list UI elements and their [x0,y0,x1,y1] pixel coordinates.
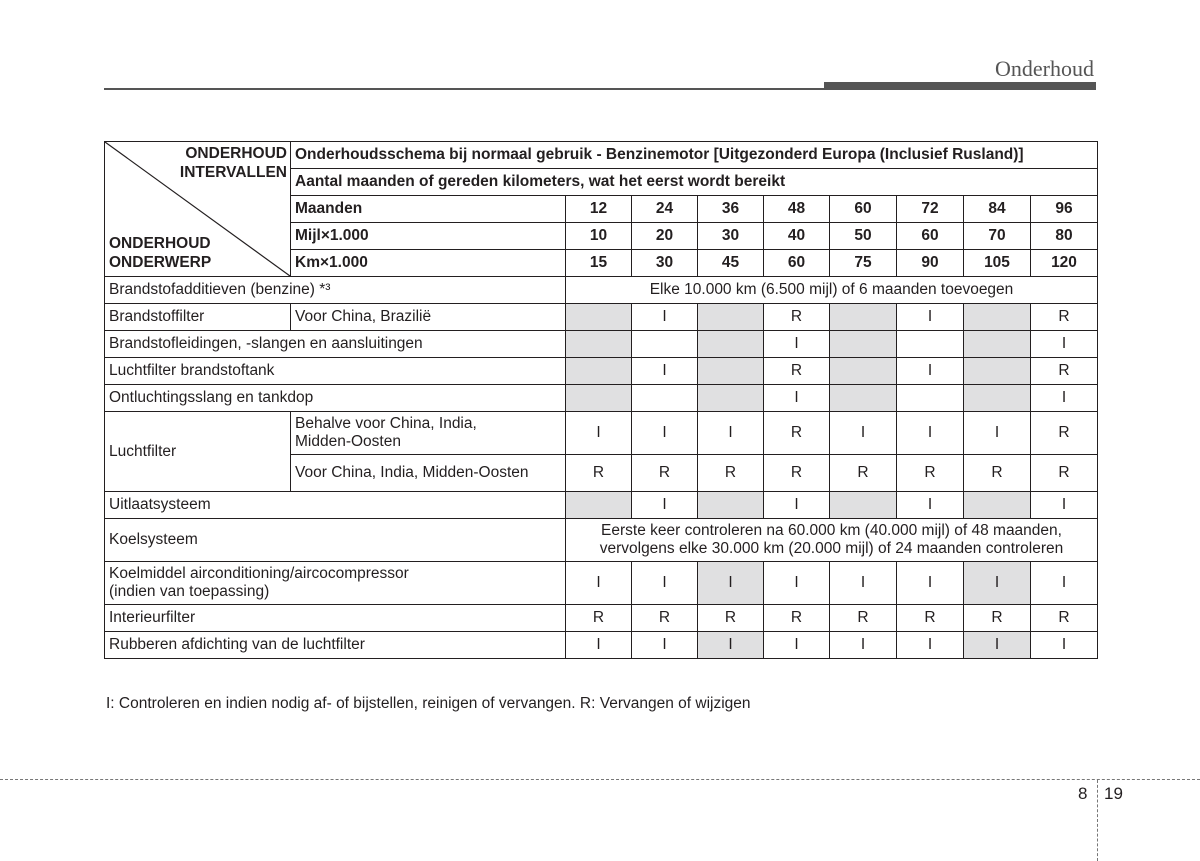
schedule-cell: I [764,385,830,412]
table-title-row [105,142,1098,169]
schedule-cell [632,385,698,412]
schedule-cell: R [764,358,830,385]
item-sublabel: Voor China, Brazilië [291,304,566,331]
schedule-cell [698,358,764,385]
interval-value: 75 [830,250,897,277]
schedule-cell: R [1031,304,1098,331]
schedule-cell [698,331,764,358]
interval-value: 24 [632,196,698,223]
item-label: Koelsysteem [105,519,566,562]
maintenance-schedule-table [104,141,1098,659]
schedule-cell: I [964,412,1031,455]
table-row [105,385,1098,412]
schedule-cell: R [764,455,830,492]
schedule-cell: I [1031,385,1098,412]
schedule-cell [566,492,632,519]
schedule-cell: I [897,304,964,331]
schedule-cell [964,385,1031,412]
schedule-cell: R [830,455,897,492]
item-label: Luchtfilter brandstoftank [105,358,566,385]
interval-value: 48 [764,196,830,223]
schedule-cell: R [897,455,964,492]
item-sublabel: Behalve voor China, India, Midden-Oosten [291,412,566,455]
item-label: Luchtfilter [105,412,291,492]
schedule-cell: I [632,492,698,519]
schedule-cell: R [964,605,1031,632]
header-rule-thick [824,82,1096,90]
interval-value: 60 [897,223,964,250]
schedule-cell [698,492,764,519]
schedule-cell: R [897,605,964,632]
schedule-cell: R [764,412,830,455]
item-label: Rubberen afdichting van de luchtfilter [105,632,566,659]
table-row [105,605,1098,632]
table-row [105,304,1098,331]
schedule-cell: I [964,562,1031,605]
interval-value: 50 [830,223,897,250]
schedule-cell [698,304,764,331]
schedule-cell [632,331,698,358]
item-sublabel: Voor China, India, Midden-Oosten [291,455,566,492]
schedule-cell: R [830,605,897,632]
legend-note: I: Controleren en indien nodig af- of bijstellen, reinigen of vervangen. R: Vervangen of wijzigen [106,695,751,712]
table-row [105,277,1098,304]
schedule-cell: I [1031,492,1098,519]
item-label: Brandstofadditieven (benzine) *³ [105,277,566,304]
schedule-cell: I [566,412,632,455]
table-row [105,632,1098,659]
interval-value: 80 [1031,223,1098,250]
schedule-cell: I [764,331,830,358]
schedule-cell [964,358,1031,385]
schedule-cell [830,492,897,519]
schedule-cell: R [1031,358,1098,385]
schedule-cell: I [764,562,830,605]
schedule-cell: I [698,632,764,659]
table-row [105,519,1098,562]
footer-divider [0,779,1200,780]
interval-value: 60 [764,250,830,277]
schedule-cell [897,331,964,358]
interval-value: 10 [566,223,632,250]
item-label: Brandstoffilter [105,304,291,331]
interval-value: 45 [698,250,764,277]
schedule-cell: I [897,412,964,455]
header-rule-thin [104,88,824,90]
schedule-cell [830,358,897,385]
interval-value: 12 [566,196,632,223]
schedule-cell [964,492,1031,519]
interval-value: 15 [566,250,632,277]
schedule-cell: R [632,455,698,492]
schedule-cell: I [566,562,632,605]
interval-value: 96 [1031,196,1098,223]
schedule-cell [830,331,897,358]
item-note: Eerste keer controleren na 60.000 km (40.000 mijl) of 48 maanden, vervolgens elke 30.000 km (20.000 mijl) of 24 maanden controleren [566,519,1098,562]
interval-value: 72 [897,196,964,223]
corner-header-cell [105,142,291,277]
schedule-cell: I [698,562,764,605]
schedule-cell: R [1031,455,1098,492]
schedule-cell: I [897,562,964,605]
schedule-cell: I [897,358,964,385]
page-number-divider [1097,780,1098,861]
item-label: Uitlaatsysteem [105,492,566,519]
interval-label: Maanden [291,196,566,223]
schedule-cell: R [632,605,698,632]
table-row [105,492,1098,519]
interval-value: 70 [964,223,1031,250]
schedule-cell: R [1031,605,1098,632]
schedule-cell [964,331,1031,358]
schedule-cell: I [897,492,964,519]
schedule-cell: I [964,632,1031,659]
schedule-cell: I [830,562,897,605]
table-row [105,412,1098,455]
schedule-cell: R [566,455,632,492]
schedule-title: Onderhoudsschema bij normaal gebruik - Benzinemotor [Uitgezonderd Europa (Inclusief Rusland)] [291,142,1098,169]
schedule-cell: I [1031,562,1098,605]
schedule-cell: I [632,304,698,331]
item-label: Interieurfilter [105,605,566,632]
interval-value: 40 [764,223,830,250]
schedule-cell: R [698,605,764,632]
interval-value: 20 [632,223,698,250]
table-row [105,358,1098,385]
schedule-cell: I [566,632,632,659]
table-row [105,562,1098,605]
schedule-cell [698,385,764,412]
interval-value: 60 [830,196,897,223]
item-label: Ontluchtingsslang en tankdop [105,385,566,412]
corner-interval-label: ONDERHOUD INTERVALLEN [179,145,287,181]
schedule-cell [830,304,897,331]
interval-value: 84 [964,196,1031,223]
schedule-cell: R [764,304,830,331]
schedule-cell: I [830,632,897,659]
schedule-cell: R [764,605,830,632]
schedule-cell [566,358,632,385]
schedule-cell [830,385,897,412]
interval-value: 30 [698,223,764,250]
interval-value: 30 [632,250,698,277]
table-row [105,331,1098,358]
page-number: 19 [1104,784,1123,803]
item-label: Koelmiddel airconditioning/aircocompressor (indien van toepassing) [105,562,566,605]
schedule-cell [566,385,632,412]
schedule-cell: I [764,492,830,519]
chapter-number: 8 [1078,784,1088,803]
schedule-cell: I [632,412,698,455]
interval-label: Km×1.000 [291,250,566,277]
schedule-cell: I [632,562,698,605]
schedule-cell [566,331,632,358]
schedule-cell: R [566,605,632,632]
interval-value: 105 [964,250,1031,277]
interval-value: 36 [698,196,764,223]
schedule-cell: R [698,455,764,492]
schedule-cell: I [897,632,964,659]
section-title: Onderhoud [995,56,1094,81]
interval-value: 90 [897,250,964,277]
schedule-cell: I [830,412,897,455]
schedule-cell: I [764,632,830,659]
schedule-cell [964,304,1031,331]
schedule-cell: R [1031,412,1098,455]
item-label: Brandstofleidingen, -slangen en aansluitingen [105,331,566,358]
schedule-cell: I [1031,632,1098,659]
interval-value: 120 [1031,250,1098,277]
schedule-cell: I [632,632,698,659]
interval-label: Mijl×1.000 [291,223,566,250]
schedule-cell: I [632,358,698,385]
schedule-cell: R [964,455,1031,492]
schedule-cell: I [1031,331,1098,358]
item-note: Elke 10.000 km (6.500 mijl) of 6 maanden toevoegen [566,277,1098,304]
schedule-cell [897,385,964,412]
corner-subject-label: ONDERHOUD ONDERWERP [109,235,212,271]
schedule-cell: I [698,412,764,455]
schedule-subtitle: Aantal maanden of gereden kilometers, wat het eerst wordt bereikt [291,169,1098,196]
schedule-cell [566,304,632,331]
